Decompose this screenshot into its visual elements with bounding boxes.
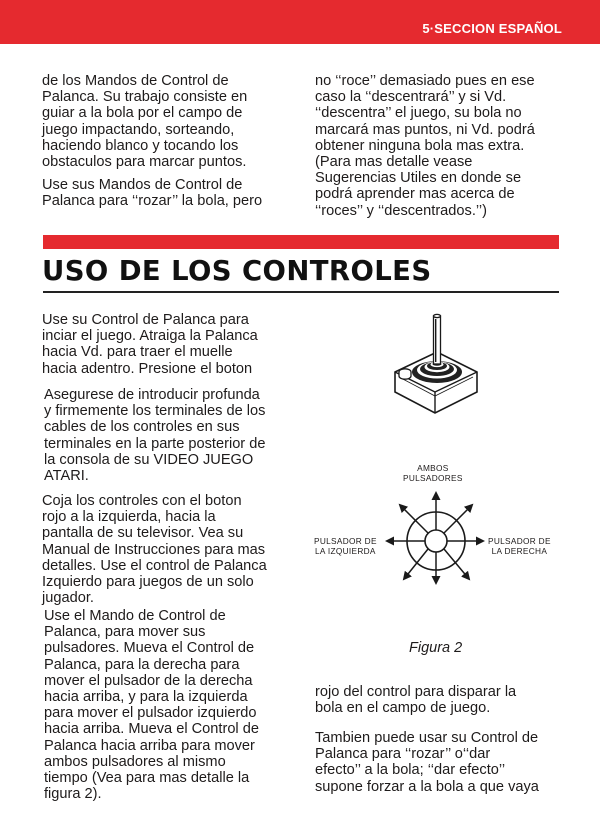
heading-underline <box>43 291 559 293</box>
section-heading: USO DE LOS CONTROLES <box>42 255 432 287</box>
paragraph-start-game: Use su Control de Palanca para inciar el juego. Atraiga la Palanca hacia Vd. para traer el muelle hacia adentro. Presione el boton <box>42 312 258 377</box>
label-right-flipper: PULSADOR DE LA DERECHA <box>488 536 551 556</box>
paragraph-fire-ball: rojo del control para disparar la bola en el campo de juego. <box>315 684 517 717</box>
section-header-bar <box>0 0 600 44</box>
paragraph-hold-controls: Coja los controles con el boton rojo a la izquierda, hacia la pantalla de su televisor. Vea su Manual de Instrucciones para mas detalles. Use el control de Palanca Izquierdo para juegos de un solo jugador. <box>42 493 267 607</box>
top-left-paragraph: de los Mandos de Control de Palanca. Su trabajo consiste en guiar a la bola por el campo de juego impactando, sorteando, haciendo blanco y tocando los obstaculos para marcar puntos. <box>42 73 248 171</box>
paragraph-connect-controls: Asegurese de introducir profunda y firmemente los terminales de los cables de los controles en sus terminales en la parte posterior de la consola de su VIDEO JUEGO ATARI. <box>44 387 266 485</box>
label-left-flipper: PULSADOR DE LA IZQUIERDA <box>314 536 377 556</box>
top-left-paragraph-2: Use sus Mandos de Control de Palanca para ‘‘rozar’’ la bola, pero <box>42 177 263 210</box>
paragraph-move-flippers: Use el Mando de Control de Palanca, para mover sus pulsadores. Mueva el Control de Palanca, para la derecha para mover el pulsador de la derecha hacia arriba, y para la izquierda para mover el pulsador izquierdo hacia arriba. Mueva el Control de Palanca hacia arriba para mover ambos pulsadores al mismo tiempo (Vea para mas detalle la figura 2). <box>44 608 259 803</box>
figure-caption: Figura 2 <box>409 640 463 656</box>
joystick-illustration <box>385 310 485 425</box>
paragraph-spin-ball: Tambien puede usar su Control de Palanca para ‘‘rozar’’ o‘‘dar efecto’’ a la bola; ‘‘dar efecto’’ supone forzar a la bola a que vaya <box>315 730 539 795</box>
top-right-paragraph: no ‘‘roce’’ demasiado pues en ese caso la ‘‘descentrará’’ y si Vd. ‘‘descentra’’ el juego, su bola no marcará mas puntos, ni Vd. podrá obtener ninguna bola mas extra. (Para mas detalle vease Sugerencias Utiles en donde se podrá aprender mas acerca de ‘‘roces’’ y ‘‘descentrados.’’) <box>315 73 535 219</box>
section-label: 5·SECCION ESPAÑOL <box>422 21 562 36</box>
label-both-flippers: AMBOS PULSADORES <box>403 463 463 483</box>
red-divider <box>43 235 559 249</box>
